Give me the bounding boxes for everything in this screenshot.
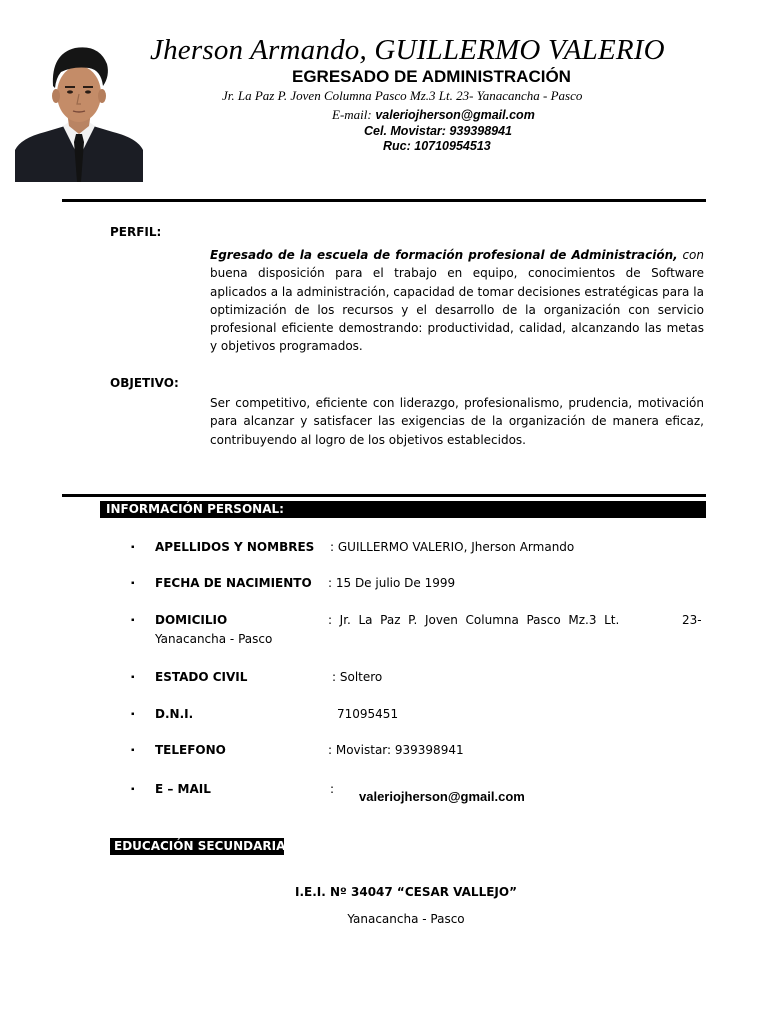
- domicilio-label: DOMICILIO: [155, 613, 228, 627]
- education-heading: EDUCACIÓN SECUNDARIA:: [110, 838, 284, 855]
- email-label: E – MAIL: [155, 782, 211, 796]
- objetivo-text: Ser competitivo, eficiente con liderazgo, profesionalismo, prudencia, motivación para alcanzar y satisfacer las exigencias de la organización de manera eficaz, contribuyendo al logro de los objetivos establecidos.: [210, 396, 704, 447]
- apellidos-value: : GUILLERMO VALERIO, Jherson Armando: [330, 540, 575, 554]
- civil-value: : Soltero: [332, 670, 383, 684]
- domicilio-value-cont: Yanacancha - Pasco: [155, 632, 273, 646]
- header-divider: [62, 199, 706, 202]
- perfil-con: con: [682, 248, 704, 262]
- perfil-body: buena disposición para el trabajo en equipo, conocimientos de Software aplicados a la administración, capacidad de tomar decisiones estratégicas para la optimización de los recursos y el desarrollo de la organización con servicio profesional eficiente demostrando: productividad, calidad, alcanzando las metas y objetivos programados.: [210, 266, 704, 354]
- candidate-name: Jherson Armando, GUILLERMO VALERIO: [150, 34, 665, 66]
- header-email-row: [332, 107, 535, 123]
- telefono-label: TELEFONO: [155, 743, 226, 757]
- header-phone: Cel. Movistar: 939398941: [364, 124, 513, 138]
- dni-value: 71095451: [337, 707, 399, 721]
- apellidos-label: APELLIDOS Y NOMBRES: [155, 540, 315, 554]
- email-colon: :: [330, 782, 335, 796]
- bullet-icon: ▪: [131, 672, 135, 683]
- perfil-label: PERFIL:: [110, 225, 162, 239]
- personal-heading: INFORMACIÓN PERSONAL:: [100, 501, 706, 518]
- domicilio-value: : Jr. La Paz P. Joven Columna Pasco Mz.3 Lt.: [328, 613, 620, 627]
- candidate-title: EGRESADO DE ADMINISTRACIÓN: [292, 67, 571, 86]
- bullet-icon: ▪: [131, 745, 135, 756]
- bullet-icon: ▪: [131, 578, 135, 589]
- bullet-icon: ▪: [131, 709, 135, 720]
- personal-divider: [62, 494, 706, 497]
- fecha-value: : 15 De julio De 1999: [328, 576, 456, 590]
- domicilio-value-end: 23-: [682, 613, 702, 627]
- bullet-icon: ▪: [131, 542, 135, 553]
- perfil-text: [210, 246, 704, 356]
- school-name: I.E.I. Nº 34047 “CESAR VALLEJO”: [295, 885, 517, 899]
- bullet-icon: ▪: [131, 784, 135, 795]
- objetivo-label: OBJETIVO:: [110, 376, 179, 390]
- header-email-label: E-mail:: [332, 107, 372, 122]
- profile-photo-image: [15, 38, 143, 182]
- civil-label: ESTADO CIVIL: [155, 670, 248, 684]
- school-place: Yanacancha - Pasco: [347, 912, 465, 926]
- telefono-value: : Movistar: 939398941: [328, 743, 464, 757]
- header-email-link[interactable]: valeriojherson@gmail.com: [375, 108, 535, 122]
- fecha-label: FECHA DE NACIMIENTO: [155, 576, 312, 590]
- profile-photo: [15, 38, 143, 182]
- bullet-icon: ▪: [131, 615, 135, 626]
- header-ruc: Ruc: 10710954513: [383, 139, 491, 153]
- email-value-link[interactable]: valeriojherson@gmail.com: [359, 789, 525, 804]
- dni-label: D.N.I.: [155, 707, 194, 721]
- perfil-lead: Egresado de la escuela de formación profesional de Administración,: [210, 248, 678, 262]
- header-address: Jr. La Paz P. Joven Columna Pasco Mz.3 Lt. 23- Yanacancha - Pasco: [222, 88, 583, 103]
